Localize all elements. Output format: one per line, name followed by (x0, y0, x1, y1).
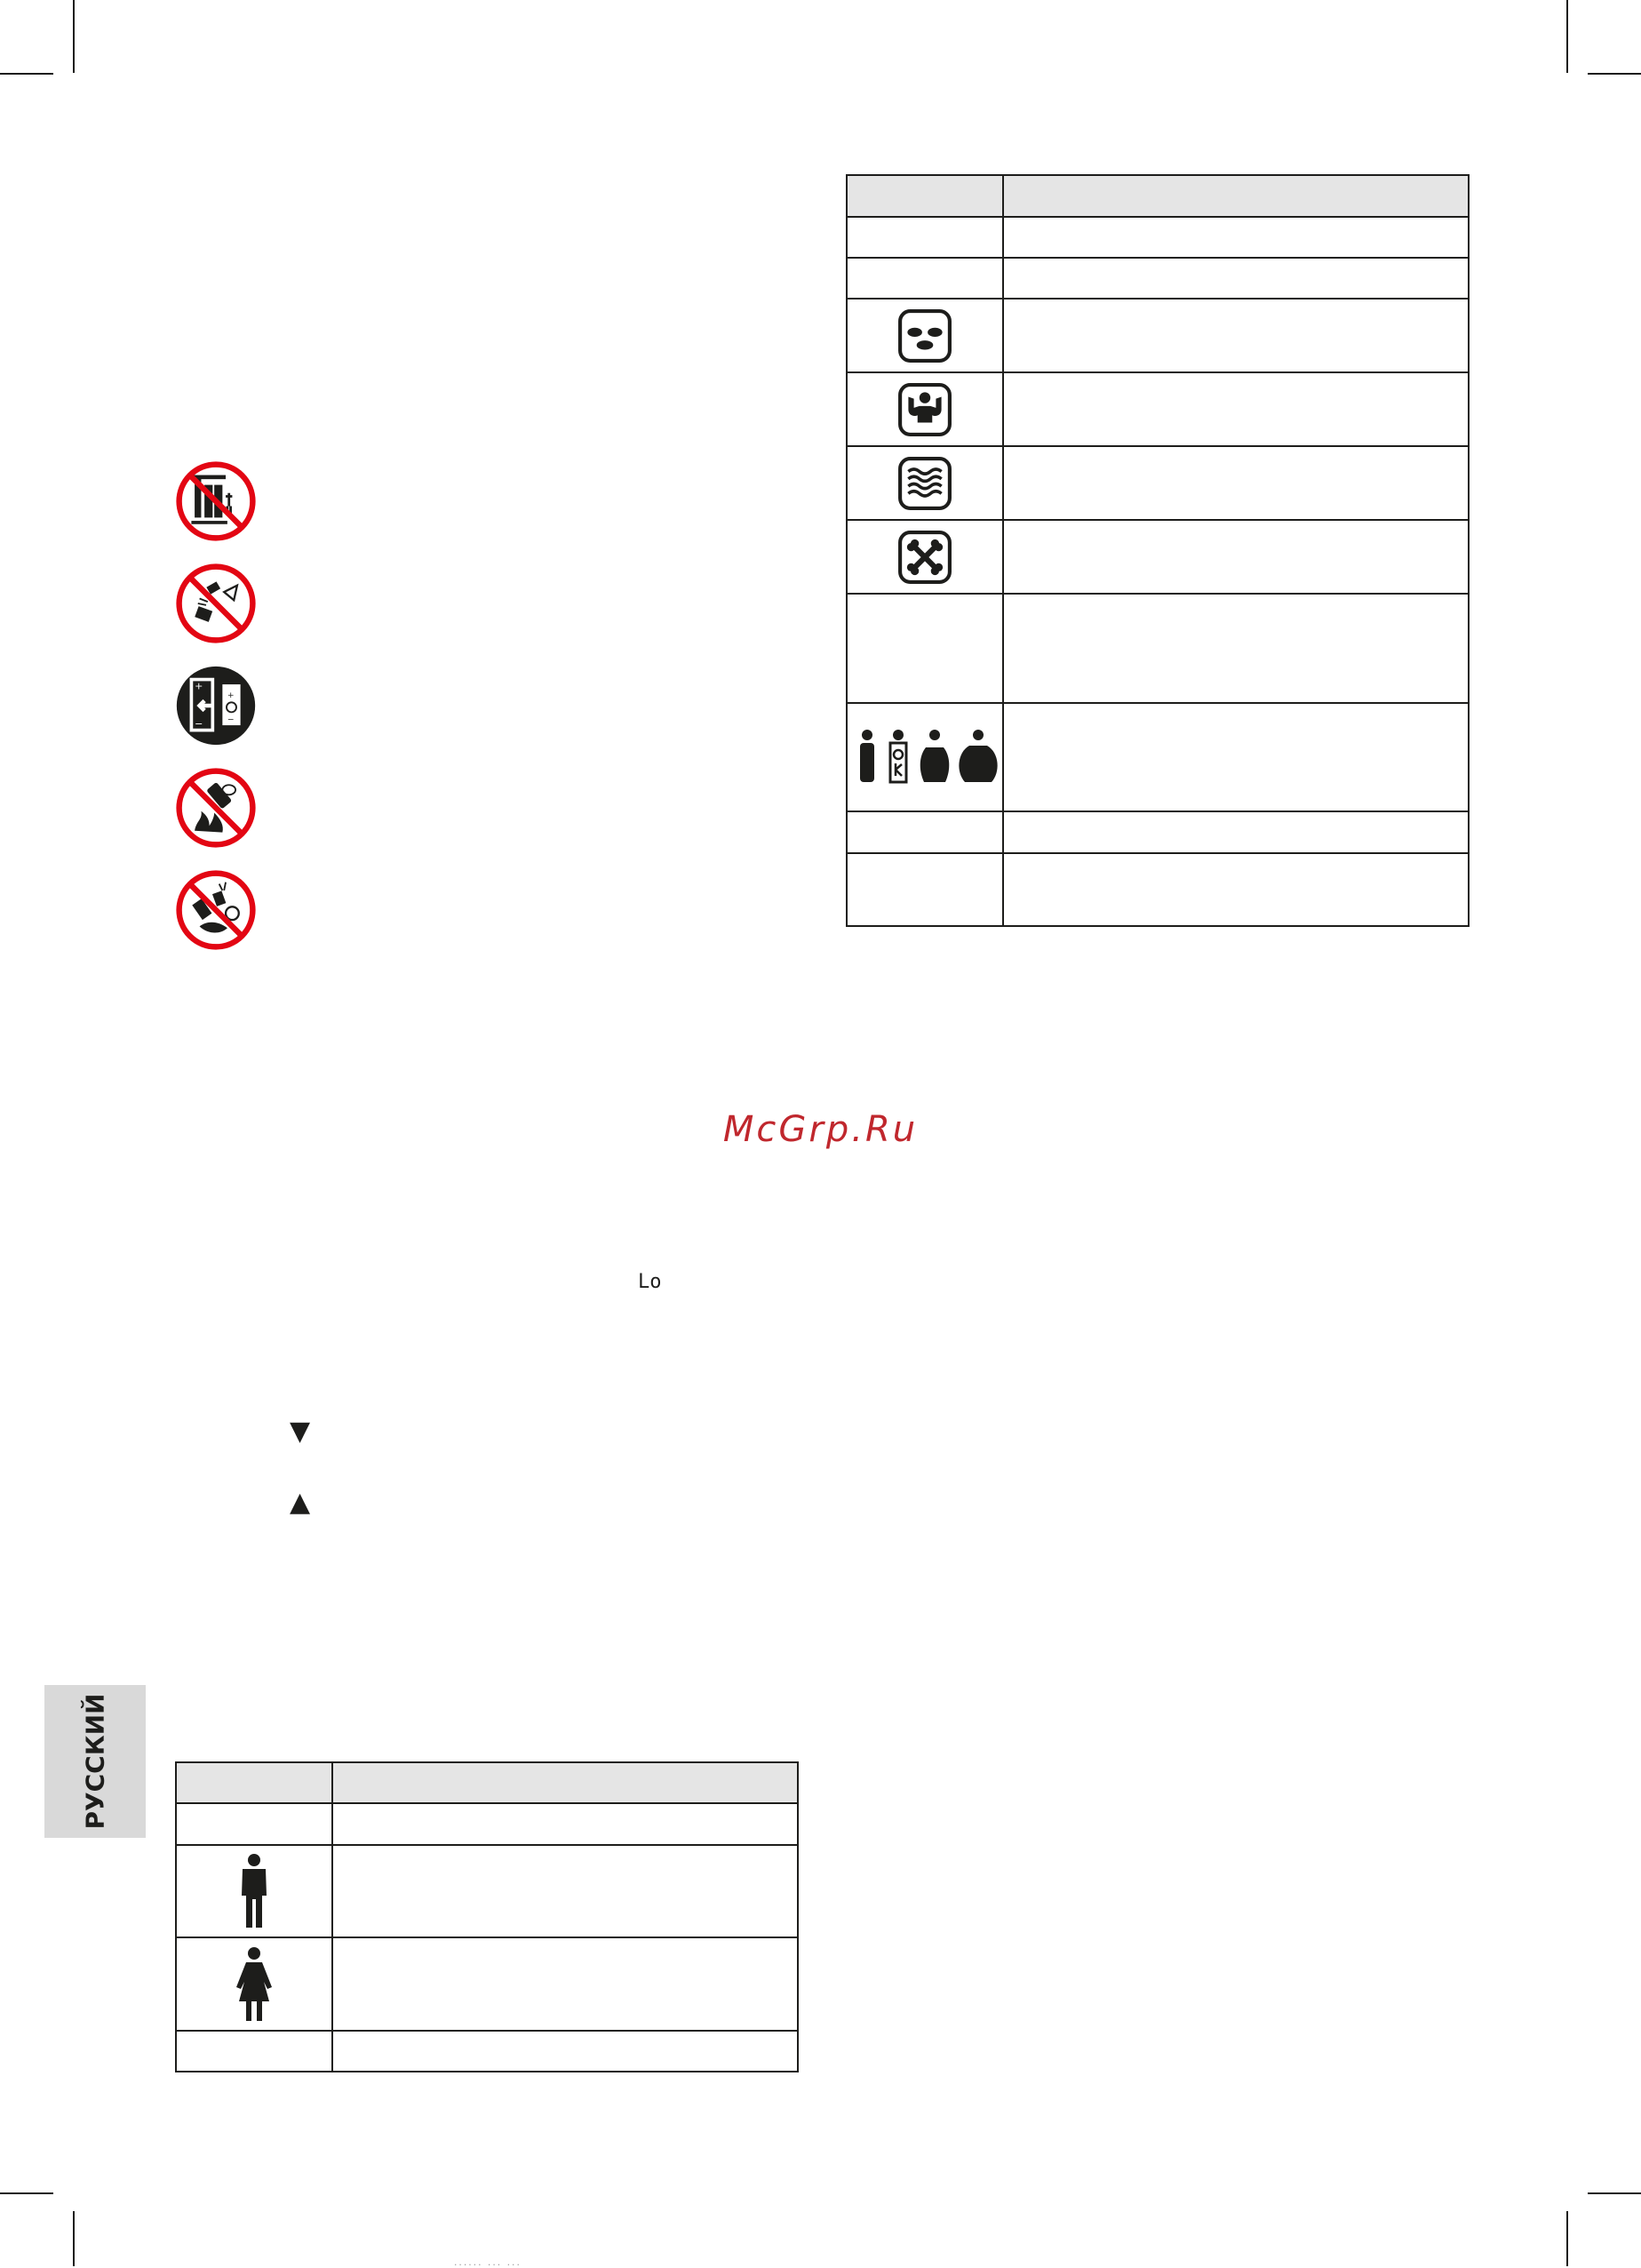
table-row (847, 853, 1469, 926)
up-arrow-icon: ▲ (290, 1487, 311, 1518)
footer-mark: ...... ... ... (453, 2259, 521, 2268)
table-cell (332, 1937, 798, 2031)
male-icon (236, 1853, 272, 1929)
battery-polarity-icon (175, 665, 257, 747)
crop-mark (0, 2192, 53, 2194)
body-fat-icon (897, 308, 952, 363)
no-household-waste-icon (175, 869, 257, 951)
language-tab (44, 1685, 146, 1838)
table-row (847, 811, 1469, 853)
table-cell (1003, 372, 1469, 446)
svg-text:−: − (227, 715, 235, 725)
table-cell (1003, 258, 1469, 299)
language-tab-label: РУССКИЙ (80, 1693, 110, 1830)
table-row (847, 594, 1469, 703)
table-cell (1003, 811, 1469, 853)
crop-mark (73, 0, 75, 73)
table-cell (176, 1762, 332, 1803)
table-cell (332, 1803, 798, 1845)
down-arrow-icon: ▼ (290, 1416, 311, 1447)
crop-mark (1588, 2192, 1641, 2194)
crop-mark (1588, 73, 1641, 75)
table-header-row (176, 1762, 798, 1803)
table-cell (847, 258, 1003, 299)
table-header-row (847, 175, 1469, 217)
bottom-symbol-table (175, 1761, 799, 2072)
table-cell (847, 703, 1003, 811)
table-row (847, 520, 1469, 594)
table-cell (847, 520, 1003, 594)
table-cell (1003, 853, 1469, 926)
crop-mark (1566, 2211, 1568, 2266)
table-cell (1003, 520, 1469, 594)
table-cell (1003, 703, 1469, 811)
svg-text:+: + (227, 690, 235, 700)
muscle-icon (897, 382, 952, 437)
table-cell (847, 217, 1003, 258)
table-cell (176, 1845, 332, 1937)
table-row (176, 1845, 798, 1937)
body-water-icon (897, 456, 952, 511)
table-cell (847, 853, 1003, 926)
female-icon (232, 1946, 276, 2023)
table-cell (332, 2031, 798, 2072)
crop-mark (1566, 0, 1568, 73)
table-cell (332, 1762, 798, 1803)
no-short-circuit-icon (175, 563, 257, 644)
table-row (847, 703, 1469, 811)
right-symbol-table (846, 174, 1470, 927)
table-cell (176, 2031, 332, 2072)
display-indicator: Lo (638, 1271, 662, 1293)
table-cell (1003, 446, 1469, 520)
table-cell (332, 1845, 798, 1937)
table-cell (1003, 175, 1469, 217)
table-row (847, 299, 1469, 372)
svg-text:−: − (195, 717, 203, 730)
bone-mass-icon (897, 530, 952, 585)
table-row (176, 1937, 798, 2031)
no-fire-battery-icon (175, 767, 257, 849)
crop-mark (0, 73, 53, 75)
table-cell (1003, 594, 1469, 703)
table-cell (176, 1803, 332, 1845)
crop-mark (73, 2211, 75, 2266)
table-cell (176, 1937, 332, 2031)
table-cell (847, 299, 1003, 372)
table-row (847, 258, 1469, 299)
table-cell (847, 811, 1003, 853)
table-cell (847, 446, 1003, 520)
table-cell (847, 372, 1003, 446)
table-row (176, 2031, 798, 2072)
table-row (176, 1803, 798, 1845)
table-cell (1003, 217, 1469, 258)
svg-text:+: + (195, 680, 203, 692)
body-type-icons (849, 728, 1000, 787)
table-row (847, 446, 1469, 520)
table-cell (847, 175, 1003, 217)
no-disassembly-icon (175, 460, 257, 542)
table-row (847, 372, 1469, 446)
table-cell (847, 594, 1003, 703)
watermark: McGrp.Ru (722, 1109, 919, 1150)
table-row (847, 217, 1469, 258)
table-cell (1003, 299, 1469, 372)
